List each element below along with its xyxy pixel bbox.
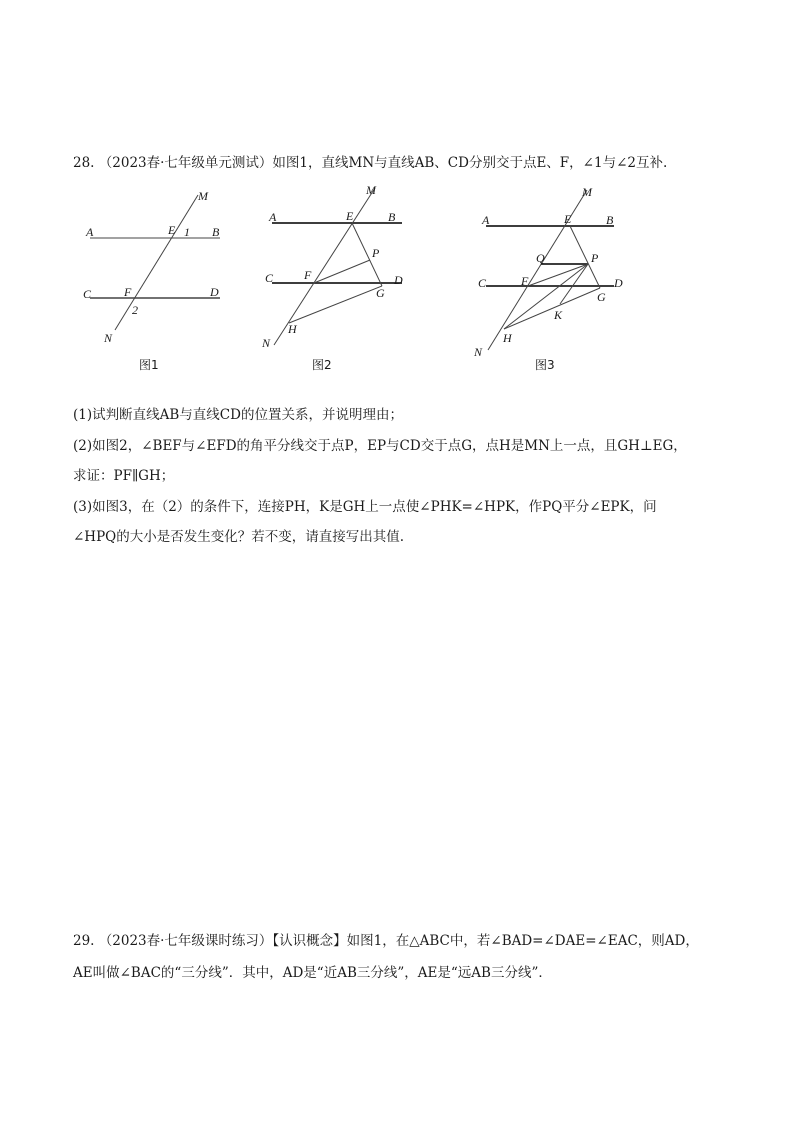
figure-2 bbox=[262, 180, 422, 370]
label-C: C bbox=[83, 287, 92, 301]
label-K: K bbox=[554, 308, 563, 322]
label-M: M bbox=[198, 189, 208, 203]
figure-1 bbox=[80, 180, 230, 370]
question-28-part-3-line-2: ∠HPQ的大小是否发生变化？若不变，请直接写出其值. bbox=[73, 529, 405, 545]
question-28-part-1: (1)试判断直线AB与直线CD的位置关系，并说明理由； bbox=[73, 407, 403, 423]
label-N: N bbox=[104, 331, 113, 345]
label-F: F bbox=[304, 268, 312, 282]
question-29-line-1: 29. （2023春·七年级课时练习）【认识概念】如图1，在△ABC中，若∠BAD=∠DAE=∠EAC，则AD， bbox=[73, 933, 699, 949]
question-28-part-2-line-1: (2)如图2，∠BEF与∠EFD的角平分线交于点P，EP与CD交于点G，点H是MN上一点，且GH⊥EG， bbox=[73, 438, 687, 454]
label-E: E bbox=[168, 223, 176, 237]
label-angle-2: 2 bbox=[132, 303, 138, 317]
label-B: B bbox=[388, 210, 396, 224]
question-29-line-2: AE叫做∠BAC的“三分线”．其中，AD是“近AB三分线”，AE是“远AB三分线”． bbox=[73, 965, 552, 981]
label-C: C bbox=[265, 271, 274, 285]
figure-1-drawing bbox=[80, 180, 230, 370]
question-28-part-2-line-2: 求证：PF∥GH； bbox=[73, 468, 175, 484]
label-A: A bbox=[269, 210, 277, 224]
label-H: H bbox=[503, 331, 512, 345]
label-D: D bbox=[210, 285, 219, 299]
label-A: A bbox=[86, 225, 94, 239]
label-B: B bbox=[606, 213, 614, 227]
label-B: B bbox=[212, 225, 220, 239]
label-N: N bbox=[474, 345, 483, 359]
label-A: A bbox=[482, 213, 490, 227]
figure-3 bbox=[474, 180, 634, 370]
label-Q: Q bbox=[536, 251, 545, 265]
label-E: E bbox=[346, 209, 354, 223]
label-G: G bbox=[597, 290, 606, 304]
label-G: G bbox=[376, 286, 385, 300]
label-E: E bbox=[564, 212, 572, 226]
label-M: M bbox=[582, 185, 592, 199]
label-M: M bbox=[366, 183, 376, 197]
figure-2-caption: 图2 bbox=[312, 358, 332, 372]
label-P: P bbox=[372, 246, 380, 260]
label-angle-1: 1 bbox=[184, 225, 190, 239]
figure-3-caption: 图3 bbox=[535, 358, 555, 372]
label-P: P bbox=[591, 251, 599, 265]
label-C: C bbox=[478, 276, 487, 290]
label-D: D bbox=[614, 276, 623, 290]
figure-2-drawing bbox=[262, 180, 422, 370]
label-F: F bbox=[124, 285, 132, 299]
figure-3-drawing bbox=[474, 180, 634, 370]
label-F: F bbox=[521, 274, 529, 288]
label-H: H bbox=[288, 322, 297, 336]
question-28-part-3-line-1: (3)如图3，在（2）的条件下，连接PH，K是GH上一点使∠PHK=∠HPK，作PQ平分∠EPK，问 bbox=[73, 499, 657, 515]
figure-1-caption: 图1 bbox=[139, 358, 159, 372]
question-28-stem: 28. （2023春·七年级单元测试）如图1，直线MN与直线AB、CD分别交于点E、F，∠1与∠2互补. bbox=[73, 155, 668, 171]
label-D: D bbox=[394, 273, 403, 287]
label-N: N bbox=[262, 336, 271, 350]
